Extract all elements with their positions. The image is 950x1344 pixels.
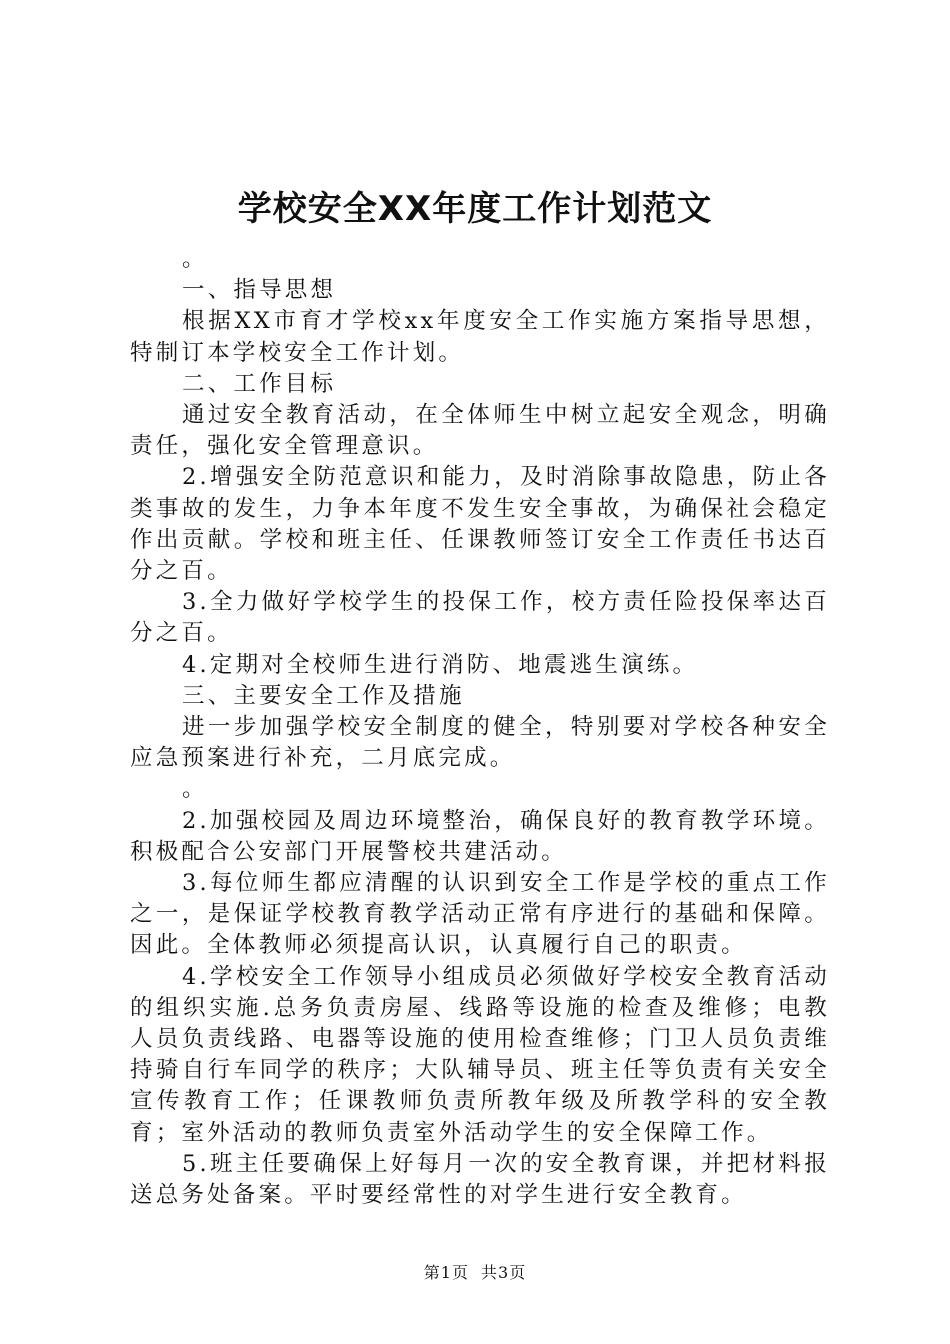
paragraph-1: 。 [182, 246, 208, 272]
page-total: 共3页 [481, 1263, 527, 1282]
paragraph-measure-4: 4.学校安全工作领导小组成员必须做好学校安全教育活动的组织实施.总务负责房屋、线路等设施的检查及维修；电教人员负责线路、电器等设施的使用检查维修；门卫人员负责维持骑自行车同学的秩序；大队辅导员、班主任等负责有关安全宣传教育工作；任课教师负责所教年级及所教学科的安全教育；室外活动的教师负责室外活动学生的安全保障工作。 [130, 963, 830, 1146]
heading-work-goals: 二、工作目标 [182, 370, 337, 397]
document-body [130, 244, 830, 1211]
paragraph-goal-2: 2.增强安全防范意识和能力，及时消除事故隐患，防止各类事故的发生，力争本年度不发生安全事故，为确保社会稳定作出贡献。学校和班主任、任课教师签订安全工作责任书达百分之百。 [130, 464, 830, 585]
paragraph-goal-1: 通过安全教育活动，在全体师生中树立起安全观念，明确责任，强化安全管理意识。 [130, 402, 830, 460]
paragraph-measure-1: 进一步加强学校安全制度的健全，特别要对学校各种安全应急预案进行补充，二月底完成。 [130, 714, 830, 772]
page-footer [0, 1260, 950, 1283]
paragraph-goal-4: 4.定期对全校师生进行消防、地震逃生演练。 [182, 651, 699, 678]
paragraph-measure-3: 3.每位师生都应清醒的认识到安全工作是学校的重点工作之一，是保证学校教育教学活动正常有序进行的基础和保障。因此。全体教师必须提高认识，认真履行自己的职责。 [130, 870, 830, 959]
heading-main-measures: 三、主要安全工作及措施 [182, 682, 465, 709]
document-title: 学校安全XX年度工作计划范文 [237, 189, 713, 229]
heading-guiding-thought: 一、指导思想 [182, 277, 337, 304]
paragraph-goal-3: 3.全力做好学校学生的投保工作，校方责任险投保率达百分之百。 [130, 589, 830, 647]
paragraph-guiding-thought: 根据XX市育才学校xx年度安全工作实施方案指导思想，特制订本学校安全工作计划。 [130, 308, 830, 366]
paragraph-measure-2: 2.加强校园及周边环境整治，确保良好的教育教学环境。积极配合公安部门开展警校共建活动。 [130, 807, 830, 865]
paragraph-measure-5: 5.班主任要确保上好每月一次的安全教育课，并把材料报送总务处备案。平时要经常性的对学生进行安全教育。 [130, 1150, 830, 1209]
page-number: 第1页 [423, 1263, 469, 1282]
paragraph-2: 。 [182, 776, 208, 803]
